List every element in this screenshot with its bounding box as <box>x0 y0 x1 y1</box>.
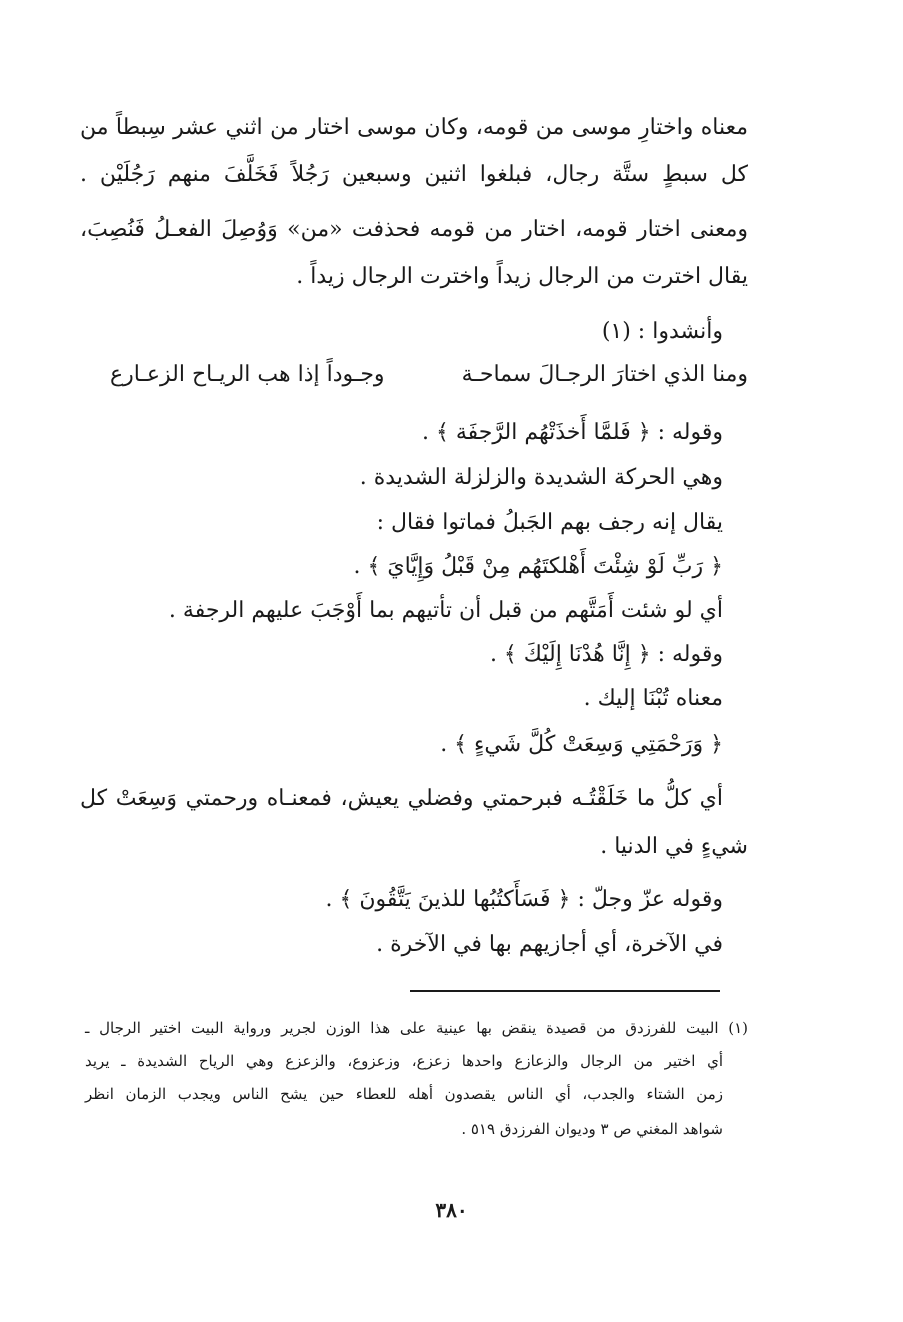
quran-quote-3: وقوله : ﴿ إِنَّا هُدْنَا إِلَيْكَ ﴾ . <box>489 642 723 667</box>
body-line-5: وأنشدوا : (١) <box>601 319 723 344</box>
quran-quote-5: وقوله عزّ وجلّ : ﴿ فَسَأَكتُبُها للذينَ يَتَّقُونَ ﴾ . <box>325 887 723 912</box>
body-line-7: وهي الحركة الشديدة والزلزلة الشديدة . <box>359 465 723 490</box>
body-line-17: في الآخرة، أي أجازيهم بها في الآخرة . <box>376 932 723 957</box>
footnote-line-1: (١) البيت للفرزدق من قصيدة ينقض بها عينية على هذا الوزن لجرير ورواية البيت اختير الرجال ـ <box>85 1019 748 1037</box>
body-line-10: أي لو شئت أَمَتَّهم من قبل أن تأتيهم بما أَوْجَبَ عليهم الرجفة . <box>168 598 723 623</box>
body-line-1: معناه واختارِ موسى من قومه، وكان موسى اختار من اثني عشر سِبطاً من <box>80 115 748 140</box>
body-line-4: يقال اخترت من الرجال زيداً واخترت الرجال زيداً . <box>296 264 748 289</box>
footnote-separator <box>410 990 720 992</box>
body-line-2: كل سبطٍ ستَّة رجال، فبلغوا اثنين وسبعين رَجُلاً فَخَلَّفَ منهم رَجُلَيْن . <box>80 162 749 187</box>
quran-quote-1: وقوله : ﴿ فَلمَّا أَخذَتْهُم الرَّجفَة ﴾ . <box>421 420 723 445</box>
verse-first-hemistich: ومنا الذي اختارَ الرجـالَ سماحـة <box>461 362 748 387</box>
body-line-14: أي كلُّ ما خَلَقْتُـه فبرحمتي وفضلي يعيش، فمعنـاه ورحمتي وَسِعَتْ كل <box>80 786 723 811</box>
body-line-8: يقال إنه رجف بهم الجَبلُ فماتوا فقال : <box>376 510 723 535</box>
body-line-3: ومعنى اختار قومه، اختار من قومه فحذفت «من» وَوُصِلَ الفعـلُ فَنُصِبَ، <box>80 217 748 242</box>
body-line-15: شيءٍ في الدنيا . <box>600 834 748 859</box>
quran-quote-2: ﴿ رَبِّ لَوْ شِئْتَ أَهْلكتَهُم مِنْ قَبْلُ وَإِيَّايَ ﴾ . <box>353 554 723 579</box>
quran-quote-4: ﴿ وَرَحْمَتِي وَسِعَتْ كُلَّ شَيءٍ ﴾ . <box>440 732 723 757</box>
footnote-line-4: شواهد المغني ص ٣ وديوان الفرزدق ٥١٩ . <box>461 1120 723 1138</box>
footnote-line-2: أي اختير من الرجال والزعازع واحدها زعزع، وزعزوع، والزعزع وهي الرياح الشديدة ـ يريد <box>85 1052 723 1070</box>
verse-second-hemistich: وجـوداً إذا هب الريـاح الزعـارع <box>110 362 385 387</box>
body-line-12: معناه تُبْنَا إليك . <box>583 686 723 711</box>
page-number: ٣٨٠ <box>435 1198 468 1222</box>
footnote-line-3: زمن الشتاء والجدب، أي الناس يقصدون أهله للعطاء حين يشح الناس ويجدب الزمان انظر <box>85 1085 723 1103</box>
